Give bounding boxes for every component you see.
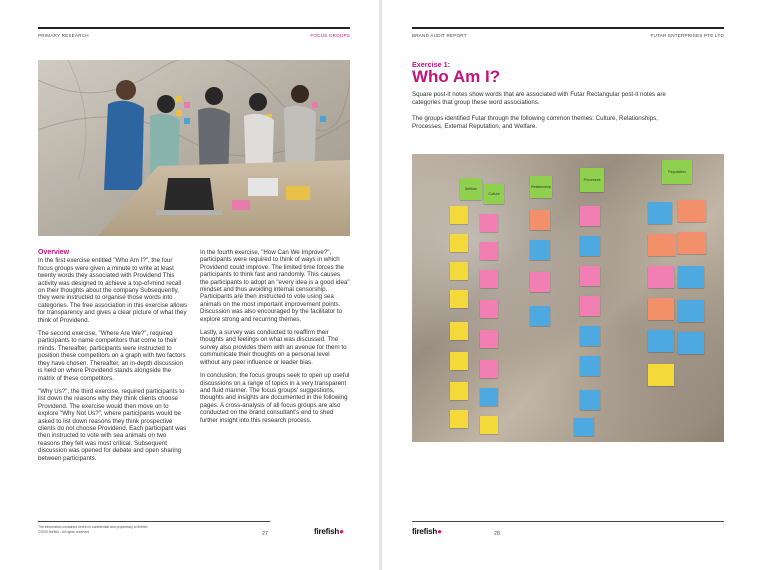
paragraph-exercise-1: In the first exercise entitled "Who Am I?", the four focus groups were given a minute to write at least twenty words they associated with Providend This activity was designed to achieve a top-of-mind recall on their thoughts about the company Subsequently, they were instructed to organise those words into categories. The free association in this exercise allows for transparency and gives a clear picture of what they think of Providend. <box>38 257 188 324</box>
post-it-board-photo <box>412 154 724 442</box>
word-note <box>648 266 674 288</box>
word-note <box>450 206 468 224</box>
logo-dot-icon: ● <box>437 527 442 536</box>
word-note <box>530 210 550 230</box>
word-note <box>480 300 498 318</box>
footer-rule <box>38 521 270 522</box>
word-note <box>678 266 704 288</box>
word-note <box>648 202 672 224</box>
word-note <box>580 326 600 346</box>
word-note <box>480 270 498 288</box>
word-note <box>450 290 468 308</box>
word-note <box>648 330 674 352</box>
word-note <box>530 272 550 292</box>
word-note <box>580 236 600 256</box>
word-note <box>480 242 498 260</box>
header-company-label: FUTAR ENTERPRISES PTE LTD <box>650 33 724 38</box>
firefish-logo <box>412 527 442 536</box>
word-note <box>648 234 676 256</box>
body-column-1 <box>38 249 188 468</box>
footnote-line-2: ©2020 firefish - All rights reserved. <box>38 529 90 534</box>
page-number: 28 <box>494 531 500 537</box>
footnote-line-1: The information contained herein is confidential and proprietary to firefish <box>38 525 148 529</box>
header-report-label: BRAND AUDIT REPORT <box>412 33 467 38</box>
word-note <box>678 332 704 354</box>
paragraph-conclusion: In conclusion, the focus groups seek to open up useful discussions on a range of topics in a very transparent and fluid manner. The focus groups' suggestions, thoughts and insights are documented in the following pages. A cross-analysis of all focus groups are also conducted on the brand consultant's end to shed further insight into this research process. <box>200 372 350 424</box>
word-note <box>450 322 468 340</box>
word-note <box>678 300 704 322</box>
header-rule <box>412 27 724 29</box>
header-rule <box>38 27 350 29</box>
footer-rule <box>412 521 724 522</box>
word-note <box>450 234 468 252</box>
word-note <box>450 382 468 400</box>
header-section-label: PRIMARY RESEARCH <box>38 33 89 38</box>
paragraph-exercise-4: In the fourth exercise, "How Can We Improve?", participants were required to think of ways in which Providend could improve. The limited time forces the participants to think fast and randomly. This causes the participants to adopt an "every idea is a good idea" mindset and thus avoiding internal censorship. Participants are then instructed to vote using sea animals on the most important improvement points. Discussion was also encouraged by the facilitator to explore strong and recurring themes. <box>200 249 350 323</box>
intro-text <box>412 91 682 139</box>
paragraph-survey: Lastly, a survey was conducted to reaffirm their thoughts and feelings on what was discussed. The survey also provides them with an avenue for them to communicate their thoughts on a personal level without any peer influence or leader bias. <box>200 329 347 366</box>
paragraph-exercise-2: The second exercise, "Where Are We?", required participants to name competitors that come to their minds. Thereafter, participants were instructed to position these competitors on a graph with two factors they have chosen. Thereafter, an in-depth discussion is held on where Providend stands alongside the matrix of these competitors. <box>38 330 186 382</box>
overview-heading: Overview <box>38 249 70 256</box>
logo-text: firefish <box>412 527 438 536</box>
word-note <box>648 298 674 320</box>
category-note: Reputation <box>662 160 692 184</box>
page-number: 27 <box>262 531 268 537</box>
word-note <box>678 200 706 222</box>
category-note: Relationship <box>530 176 552 198</box>
word-note <box>574 418 594 436</box>
word-note <box>480 360 498 378</box>
word-note <box>480 416 498 434</box>
word-note <box>480 330 498 348</box>
word-note <box>580 206 600 226</box>
confidentiality-note <box>38 525 148 534</box>
word-note <box>480 214 498 232</box>
word-note <box>580 390 600 410</box>
word-note <box>450 262 468 280</box>
intro-paragraph-2: The groups identified Futar through the following common themes: Culture, Relationships, Processes, External Reputation, and Welfare. <box>412 115 658 130</box>
word-note <box>450 410 468 428</box>
body-column-2 <box>200 249 350 430</box>
header-topic-label: FOCUS GROUPS <box>310 33 350 38</box>
focus-group-photo <box>38 60 350 236</box>
word-note <box>678 232 706 254</box>
word-note <box>480 388 498 406</box>
intro-paragraph-1: Square post-it notes show words that are associated with Futar Rectangular post-it notes are categories that group these word associations. <box>412 91 666 106</box>
word-note <box>530 240 550 260</box>
category-note: Culture <box>484 184 504 204</box>
category-note: Processes <box>580 168 604 192</box>
logo-dot-icon: ● <box>339 527 344 536</box>
word-note <box>648 364 674 386</box>
paragraph-exercise-3: "Why Us?", the third exercise, required participants to list down the reasons why they think clients choose Providend. The exercise would then move on to explore "Why Not Us?", where participants would be asked to list down reasons they think prospective clients do not choose Providend. Each participant was then instructed to vote with sea animals on two reasons they felt was most critical. Subsequent discussion was opened for debate and open sharing between participants. <box>38 387 187 462</box>
exercise-label: Exercise 1: <box>412 60 450 69</box>
word-note <box>580 356 600 376</box>
logo-text: firefish <box>314 527 340 536</box>
word-note <box>580 266 600 286</box>
word-note <box>580 296 600 316</box>
page-title: Who Am I? <box>412 67 501 86</box>
category-note: Welfare <box>460 178 482 200</box>
firefish-logo <box>314 527 344 536</box>
word-note <box>450 352 468 370</box>
word-note <box>530 306 550 326</box>
